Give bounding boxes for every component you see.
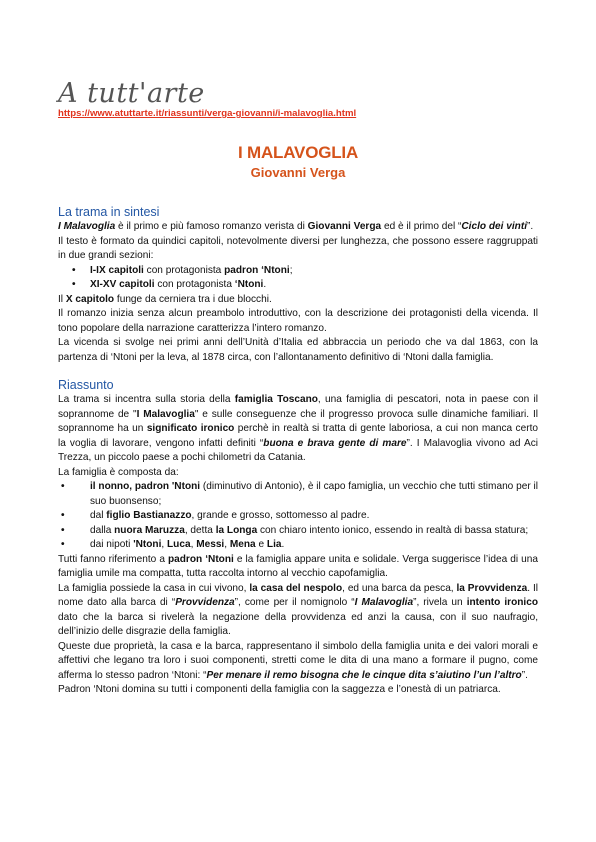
- paragraph: Queste due proprietà, la casa e la barca, rappresentano il simbolo della famiglia unita e dei valori morali e affettivi che legano tra loro i suoi componenti, stretti come le dita di una mano a formare il pugno, come afferma lo stesso padron ‘Ntoni: “Per menare il remo bisogna che le cinque dita s’aiutino l’un l’altro”.: [58, 640, 538, 681]
- list-item: • I-IX capitoli con protagonista padron ‘Ntoni;: [58, 264, 538, 279]
- list-item: • XI-XV capitoli con protagonista ‘Ntoni.: [58, 278, 538, 293]
- paragraph: I Malavoglia è il primo e più famoso romanzo verista di Giovanni Verga ed è il primo del “Ciclo dei vinti”.: [58, 221, 534, 232]
- list-item: • dal figlio Bastianazzo, grande e grosso, sottomesso al padre.: [58, 509, 538, 524]
- family-members-list: [58, 480, 538, 553]
- paragraph: Padron ‘Ntoni domina su tutti i componenti della famiglia con la saggezza e l’onestà di un patriarca.: [58, 684, 501, 695]
- chapter-list: [58, 264, 538, 293]
- list-item: • dai nipoti 'Ntoni, Luca, Messi, Mena e Lia.: [58, 538, 538, 553]
- paragraph: La trama si incentra sulla storia della famiglia Toscano, una famiglia di pescatori, nota in paese con il soprannome de "I Malavoglia" e sulle conseguenze che il progresso provoca sulle dinamiche familiari. Il soprannome ha un significato ironico perchè in realtà si tratta di gente laboriosa, a cui non manca certo la voglia di lavorare, vengono infatti definiti “buona e brava gente di mare”. I Malavoglia vivono ad Aci Trezza, un piccolo paese a pochi chilometri da Catania.: [58, 394, 538, 463]
- page-author: Giovanni Verga: [250, 165, 346, 180]
- section-heading-riassunto: Riassunto: [58, 378, 114, 392]
- paragraph: Il testo è formato da quindici capitoli, notevolmente diversi per lunghezza, che possono essere raggruppati in due grandi sezioni:: [58, 235, 538, 261]
- paragraph: La famiglia è composta da:: [58, 466, 179, 478]
- paragraph: La famiglia possiede la casa in cui vivono, la casa del nespolo, ed una barca da pesca, la Provvidenza. Il nome dato alla barca di “Provvidenza”, come per il nomignolo “I Malavoglia”, rivela un intento ironico dato che la barca si rivelerà la negazione della provvidenza ed anzi la causa, con il suo naufragio, dell’inizio delle disgrazie della famiglia.: [58, 582, 538, 637]
- paragraph: La vicenda si svolge nei primi anni dell’Unità d’Italia ed abbraccia un periodo che va dal 1863, con la partenza di ‘Ntoni per la leva, al 1878 circa, con l’allontanamento definitivo di ‘Ntoni dalla famiglia.: [58, 337, 538, 363]
- page-title: I MALAVOGLIA: [237, 143, 359, 162]
- paragraph: Il romanzo inizia senza alcun preambolo introduttivo, con la descrizione dei protagonisti della vicenda. Il tono popolare della narrazione caratterizza l’intero romanzo.: [58, 308, 538, 334]
- section-heading-trama: La trama in sintesi: [58, 205, 160, 219]
- paragraph: Il X capitolo funge da cerniera tra i due blocchi.: [58, 293, 272, 305]
- paragraph: Tutti fanno riferimento a padron ‘Ntoni e la famiglia appare unita e solidale. Verga suggerisce l’idea di una famiglia umile ma compatta, tutta raccolta intorno al vecchio capofamiglia.: [58, 553, 538, 579]
- logo: A tutt'arte: [58, 78, 205, 109]
- list-item: • dalla nuora Maruzza, detta la Longa con chiaro intento ionico, essendo in realtà di bassa statura;: [58, 524, 538, 539]
- source-url-link[interactable]: https://www.atuttarte.it/riassunti/verga-giovanni/i-malavoglia.html: [58, 108, 357, 119]
- list-item: • il nonno, padron 'Ntoni (diminutivo di Antonio), è il capo famiglia, un vecchio che tutti stimano per il suo buonsenso;: [58, 480, 538, 509]
- document-page: [58, 80, 538, 698]
